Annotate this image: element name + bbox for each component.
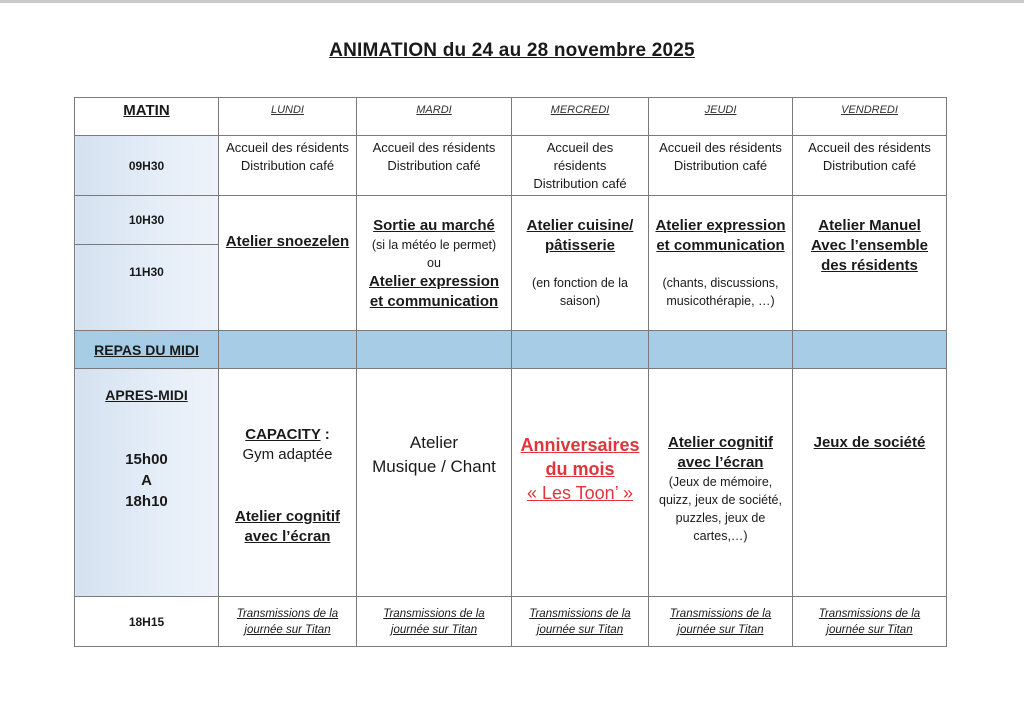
scan-top-edge [0,0,1024,3]
time-1130: 11H30 [75,245,219,331]
accueil-lundi: Accueil des résidents Distribution café [219,136,357,196]
afternoon-lundi: CAPACITY : Gym adaptée Atelier cognitif avec l’écran [219,369,357,597]
repas-row [75,331,947,369]
day-mardi: MARDI [357,98,512,136]
accueil-mardi: Accueil des résidents Distribution café [357,136,512,196]
repas-band-mardi [357,331,512,369]
trans-mardi: Transmissions de la journée sur Titan [357,597,512,647]
repas-band-mercredi [512,331,649,369]
time-0930: 09H30 [75,136,219,196]
afternoon-mercredi: Anniversaires du mois « Les Toon’ » [512,369,649,597]
morning-lundi: Atelier snoezelen [219,196,357,331]
trans-jeudi: Transmissions de la journée sur Titan [649,597,793,647]
time-1815: 18H15 [75,597,219,647]
repas-band-lundi [219,331,357,369]
trans-vendredi: Transmissions de la journée sur Titan [793,597,947,647]
afternoon-row [75,369,947,597]
day-vendredi: VENDREDI [793,98,947,136]
row-1815 [75,597,947,647]
day-jeudi: JEUDI [649,98,793,136]
afternoon-vendredi: Jeux de société [793,369,947,597]
trans-lundi: Transmissions de la journée sur Titan [219,597,357,647]
trans-mercredi: Transmissions de la journée sur Titan [512,597,649,647]
afternoon-label-cell: APRES-MIDI 15h00 A 18h10 [75,369,219,597]
accueil-vendredi: Accueil des résidents Distribution café [793,136,947,196]
repas-band-jeudi [649,331,793,369]
schedule-table [74,97,947,647]
time-1030: 10H30 [75,196,219,245]
accueil-jeudi: Accueil des résidents Distribution café [649,136,793,196]
day-mercredi: MERCREDI [512,98,649,136]
repas-band-vendredi [793,331,947,369]
morning-jeudi: Atelier expression et communication (chants, discussions, musicothérapie, …) [649,196,793,331]
page-title: ANIMATION du 24 au 28 novembre 2025 [329,40,695,61]
row-1030 [75,196,947,245]
afternoon-jeudi: Atelier cognitif avec l’écran (Jeux de mémoire, quizz, jeux de société, puzzles, jeux de cartes,…) [649,369,793,597]
header-row [75,98,947,136]
morning-vendredi: Atelier Manuel Avec l’ensemble des résidents [793,196,947,331]
repas-label: REPAS DU MIDI [75,331,219,369]
matin-header: MATIN [75,98,219,136]
day-lundi: LUNDI [219,98,357,136]
afternoon-mardi: Atelier Musique / Chant [357,369,512,597]
row-0930 [75,136,947,196]
accueil-mercredi: Accueil des résidents Distribution café [512,136,649,196]
morning-mardi: Sortie au marché (si la météo le permet) ou Atelier expression et communication [357,196,512,331]
morning-mercredi: Atelier cuisine/ pâtisserie (en fonction de la saison) [512,196,649,331]
